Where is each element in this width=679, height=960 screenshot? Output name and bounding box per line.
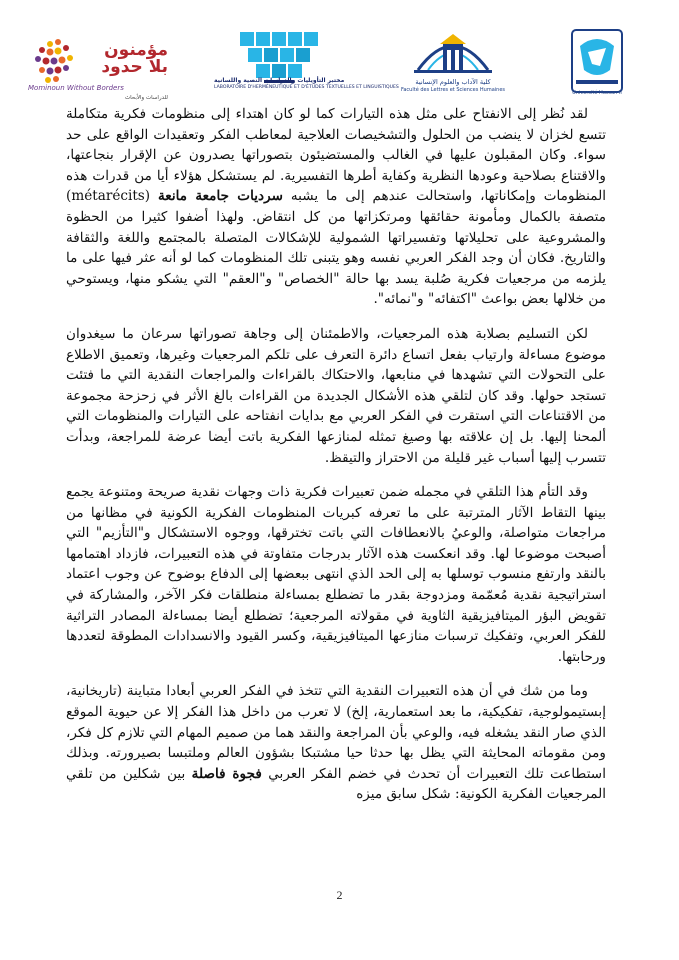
faculty-logo-caption-ar: كلية الآداب والعلوم الإنسانية bbox=[415, 78, 491, 86]
text-segment: وقد التأم هذا التلقي في مجمله ضمن تعبيرات فكرية ذات وجهات نقدية صريحة ومتنوعة يجمع بينها التقاط الآثار المترتبة على ما تعرفه كبريات المنظومات الفكرية الكونية في مظانها من مراجعات متواصلة، والوعيُ بالانعطافات التي باتت تخترقها، ووجوه الاستشكال و"التأزيم" التي أصبحت موضوعا لها. وقد انعكست هذه الآثار بدرجات متفاوتة في هذه التعبيرات، فازداد اهتمامها بالنقد وارتفع منسوب توسلها به إلى الحد الذي انتهى ببعضها إلى الدفاع بوضوح عن وجوب اعتماد استراتيجية نقدية مُعمّمة ومزدوجة بقدر ما تضطلع بمساءلة منطلقات فكر الآخر، والمشاركة في تقويض البؤر الميتافيزيقية الثاوية في مقولاته المرجعية؛ تضطلع أيضا بمساءلة المصادر التراثية للفكر العربي، وتفكيك ترسبات منازعها الميتافيزيقية، وكسر القيود والانسدادات المطوقة لتعددها ورحابتها. bbox=[66, 484, 606, 665]
text-segment: وما من شك في أن هذه التعبيرات النقدية التي تتخذ في الفكر العربي أبعادا متباينة (تاريخانية، إبستيمولوجية، تفكيكية، ما بعد استعمارية، إلخ) لا تعرب من داخل هذا الفكر إلا عن حيوية الموقع الذي صار النقد يشغله فيه، والوعي بأن المراجعة والنقد هما من صميم المهام التي تلازم كل فكر، ومن مقوماته المحايثة التي يظل بها حدثا حيا مشتبكا بشؤون العالم وملتبسا بصيرورته. وبذلك استطاعت تلك التعبيرات أن تحدث في خضم الفكر العربي bbox=[66, 683, 606, 782]
university-logo-caption: Université Hassan II bbox=[572, 90, 622, 96]
faculty-logo-caption-fr: Faculté des Lettres et Sciences Humaines bbox=[400, 87, 506, 93]
mominoun-logo-title-ar: مؤمنون بلا حدود bbox=[101, 40, 168, 77]
text-segment: بين شكلين من تلقي المرجعيات الفكرية الكونية: شكل سابق ميزه bbox=[66, 765, 606, 803]
mominoun-logo-subtitle-ar: للدراسات والأبحاث bbox=[124, 95, 168, 101]
mominoun-logo-title-en: Mominoun Without Borders bbox=[28, 84, 124, 92]
laboratory-logo bbox=[214, 26, 399, 102]
paragraph-4 bbox=[66, 681, 606, 805]
page-number: 2 bbox=[336, 888, 343, 902]
text-segment: لقد نُظر إلى الانفتاح على مثل هذه التيارات كما لو كان اهتداء إلى منظومات فكرية متكاملة تتسع لخزان لا ينضب من الحلول والتشخيصات العلاجية لمعاطب الفكر وتعقيدات الواقع على حد سواء. وكان المقبلون عليها في الغالب والمستضيئون بتصوراتها يصدرون عن الإقرار بنجاعتها، والاقتناع بصلاحية وعودها النظرية وكفاية أطرها التفسيرية. لم يستشكل هؤلاء أيا من قدرات هذه المنظومات وإمكاناتها، واستحالت عندهم إلى ما يشبه bbox=[66, 106, 607, 205]
document-body bbox=[66, 104, 606, 819]
page-header bbox=[0, 0, 679, 108]
paragraph-1 bbox=[66, 104, 606, 310]
bold-term: فجوة فاصلة bbox=[191, 765, 262, 782]
laboratory-logo-caption-fr: LABORATOIRE D'HERMÉNEUTIQUE ET D'ÉTUDES TEXTUELLES ET LINGUISTIQUES bbox=[214, 85, 399, 90]
text-segment: لكن التسليم بصلابة هذه المرجعيات، والاطمئنان إلى وجاهة تصوراتها سرعان ما سيغدوان موضوع مساءلة وارتياب بفعل اتساع دائرة التعرف على تلكم المرجعيات وغيرها، وتعميق الاطلاع على التحولات التي تشهدها في منابعها، والاحتكاك بالقراءات والمراجعات النقدية التي ما فتئت تستجد حولها. وقد كان لتلقي هذه الأشكال الجديدة من القراءات بالغ الأثر في زحزحة مجموعة من الاقتناعات التي استقرت في الفكر العربي مع بدايات انفتاحه على التيارات والمنظومات التي ألمحنا إليها. بل إن علاقته بها وصيغ تمثله لمنازعها الفكرية باتت أيضا عرضة للمراجعة، وبدأت تتسرب إليها أسباب غير قليلة من الاحتراز والتيقظ. bbox=[66, 325, 606, 466]
paragraph-3 bbox=[66, 482, 606, 667]
text-segment: (métarécits) متصفة بالكمال ومأمونة حقائقها ومرتكزاتها من كل انتقاض. ولهذا أضفوا كثيرا من الحظوة والمشروعية على تحليلاتها وتفسيراتها الشمولية للإشكالات المتصلة بالمجتمع واللغة والثقافة والتاريخ. فكان أن وجد الفكر العربي نفسه وهو يتبنى تلك المنظومات كما لو أنه عثر فيها على ما يلزمه من مرجعيات فكرية صُلبة يسد بها حالة "الخصاص" و"العقم" التي يشكو منها، ويستوحي من خلالها بعض بواعث "اكتفائه" و"نمائه". bbox=[66, 188, 606, 308]
laboratory-logo-caption-ar: مختبر التأويليات والدراسات النصية واللسانية bbox=[214, 77, 345, 84]
bold-term: سرديات جامعة مانعة bbox=[157, 188, 283, 205]
paragraph-2 bbox=[66, 324, 606, 468]
